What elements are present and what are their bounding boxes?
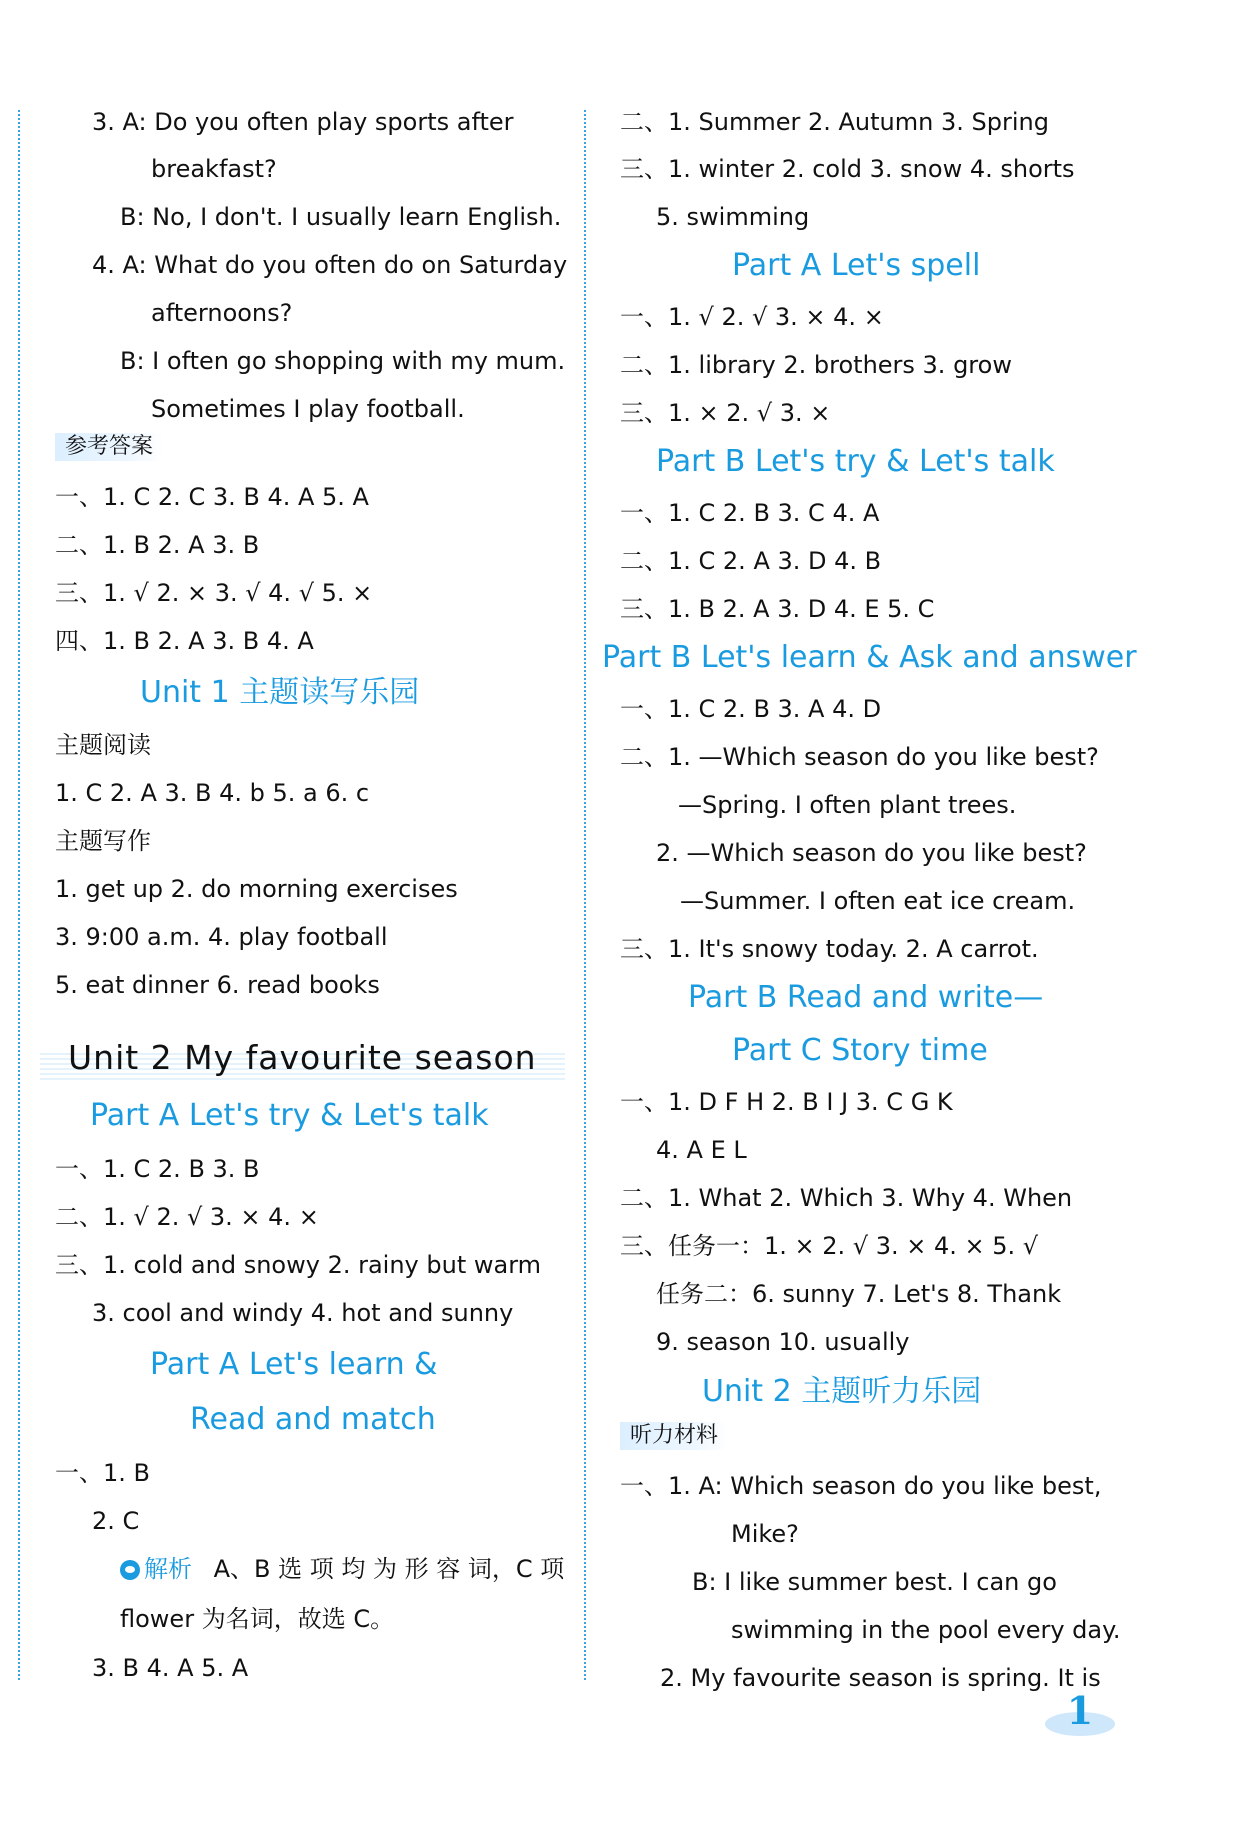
answer-line: 4. A E L [656, 1136, 747, 1164]
unit1-heading: Unit 1 主题读写乐园 [140, 675, 420, 710]
left-margin-rule [18, 110, 20, 1680]
answer-line: 一、1. √ 2. √ 3. × 4. × [620, 303, 884, 331]
analysis-block [120, 1553, 564, 1585]
answer-line: 一、1. B [55, 1459, 150, 1487]
answer-line: 二、1. library 2. brothers 3. grow [620, 351, 1012, 379]
answer-line: 二、1. C 2. A 3. D 4. B [620, 547, 882, 575]
dialog-line: afternoons? [151, 299, 293, 327]
answer-line: 一、1. C 2. B 3. A 4. D [620, 695, 882, 723]
answer-line: 二、1. √ 2. √ 3. × 4. × [55, 1203, 319, 1231]
partA-learn-heading-line2: Read and match [190, 1402, 436, 1437]
answer-line: 一、1. C 2. C 3. B 4. A 5. A [55, 483, 369, 511]
answer-line: 5. swimming [656, 203, 810, 231]
column-divider [584, 110, 586, 1680]
partC-heading: Part C Story time [732, 1033, 988, 1068]
answer-line: 3. cool and windy 4. hot and sunny [92, 1299, 514, 1327]
dialog-line: B: No, I don't. I usually learn English. [120, 203, 562, 231]
answer-line: 三、1. √ 2. × 3. √ 4. √ 5. × [55, 579, 373, 607]
answer-line: —Summer. I often eat ice cream. [680, 887, 1076, 915]
answer-line: 三、1. × 2. √ 3. × [620, 399, 831, 427]
listening-line: 2. My favourite season is spring. It is [660, 1664, 1101, 1692]
unit2-heading: Unit 2 My favourite season [68, 1038, 537, 1077]
dialog-line: 4. A: What do you often do on Saturday [92, 251, 568, 279]
answer-line: 2. —Which season do you like best? [656, 839, 1087, 867]
answer-line: 二、1. —Which season do you like best? [620, 743, 1099, 771]
answer-line: 9. season 10. usually [656, 1328, 910, 1356]
listening-line: swimming in the pool every day. [731, 1616, 1121, 1644]
reference-answers-tag: 参考答案 [55, 433, 163, 461]
partB-try-heading: Part B Let's try & Let's talk [656, 444, 1055, 479]
partA-spell-heading: Part A Let's spell [732, 248, 981, 283]
answer-line: 1. get up 2. do morning exercises [55, 875, 458, 903]
answer-line: 三、1. winter 2. cold 3. snow 4. shorts [620, 155, 1075, 183]
dialog-line: breakfast? [151, 155, 277, 183]
answer-line: 一、1. C 2. B 3. C 4. A [620, 499, 880, 527]
dialog-line: 3. A: Do you often play sports after [92, 108, 514, 136]
unit2-listening-heading: Unit 2 主题听力乐园 [702, 1374, 982, 1409]
partA-try-heading: Part A Let's try & Let's talk [90, 1098, 489, 1133]
writing-label: 主题写作 [55, 827, 151, 855]
answer-line: —Spring. I often plant trees. [678, 791, 1017, 819]
answer-line: 三、任务一：1. × 2. √ 3. × 4. × 5. √ [620, 1232, 1039, 1260]
listening-line: B: I like summer best. I can go [692, 1568, 1057, 1596]
answer-line: 任务二：6. sunny 7. Let's 8. Thank [656, 1280, 1062, 1308]
listening-material-tag: 听力材料 [620, 1422, 728, 1450]
dialog-line: B: I often go shopping with my mum. [120, 347, 566, 375]
partB-read-heading: Part B Read and write— [688, 980, 1044, 1015]
partA-learn-heading: Part A Let's learn & [150, 1347, 438, 1382]
page-number: 1 [1066, 1688, 1094, 1733]
dialog-line: Sometimes I play football. [151, 395, 465, 423]
answer-line: 四、1. B 2. A 3. B 4. A [55, 627, 314, 655]
analysis-text-line2: flower 为名词，故选 C。 [120, 1605, 395, 1633]
analysis-label: 解析 [144, 1555, 192, 1583]
analysis-text: A、B 选 项 均 为 形 容 词，C 项 [213, 1555, 565, 1583]
answer-line: 一、1. C 2. B 3. B [55, 1155, 260, 1183]
analysis-icon [120, 1560, 140, 1580]
answer-line: 三、1. B 2. A 3. D 4. E 5. C [620, 595, 935, 623]
answer-line: 三、1. cold and snowy 2. rainy but warm [55, 1251, 542, 1279]
answer-line: 三、1. It's snowy today. 2. A carrot. [620, 935, 1039, 963]
answer-line: 二、1. B 2. A 3. B [55, 531, 260, 559]
partB-learn-heading: Part B Let's learn & Ask and answer [602, 640, 1137, 675]
answer-line: 一、1. D F H 2. B I J 3. C G K [620, 1088, 953, 1116]
answer-line: 3. B 4. A 5. A [92, 1654, 249, 1682]
listening-line: 一、1. A: Which season do you like best, [620, 1472, 1102, 1500]
reading-label: 主题阅读 [55, 731, 151, 759]
answer-line: 5. eat dinner 6. read books [55, 971, 380, 999]
answer-line: 3. 9:00 a.m. 4. play football [55, 923, 388, 951]
answer-line: 二、1. What 2. Which 3. Why 4. When [620, 1184, 1073, 1212]
listening-line: Mike? [731, 1520, 799, 1548]
answer-line: 1. C 2. A 3. B 4. b 5. a 6. c [55, 779, 370, 807]
answer-line: 二、1. Summer 2. Autumn 3. Spring [620, 108, 1049, 136]
answer-line: 2. C [92, 1507, 140, 1535]
